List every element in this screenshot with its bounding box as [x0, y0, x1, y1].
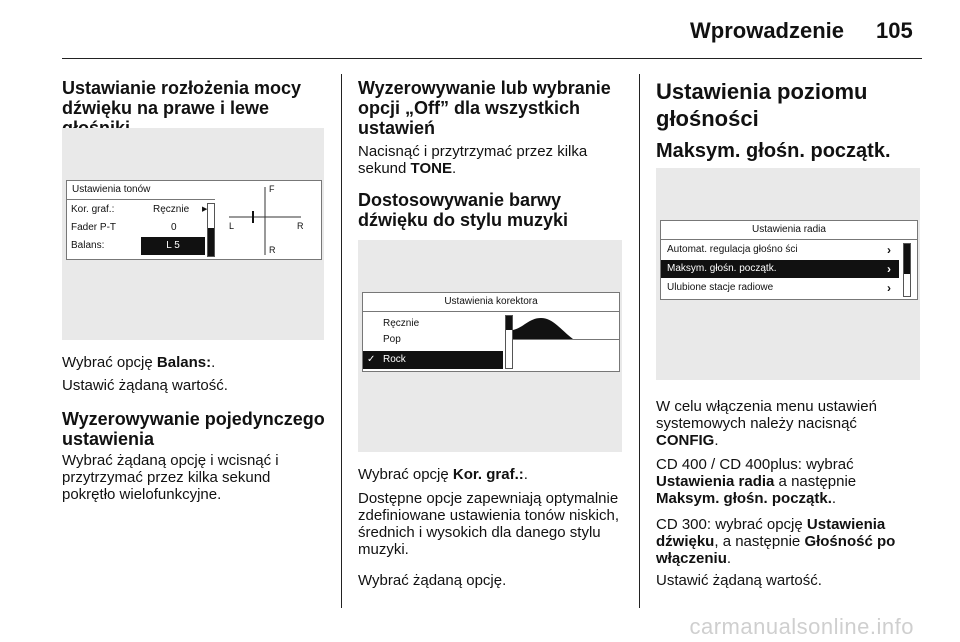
header-divider	[62, 58, 922, 59]
menu-item-selected[interactable]: Maksym. głośn. początk. ›	[661, 260, 899, 278]
equalizer-screen	[362, 292, 620, 372]
subsection-heading: Maksym. głośn. początk.	[656, 140, 891, 162]
radio-settings-screen	[660, 220, 918, 300]
screen-title: Ustawienia korektora	[444, 296, 538, 307]
menu-item[interactable]: Ulubione stacje radiowe ›	[667, 281, 891, 295]
setting-row[interactable]: Kor. graf.: Ręcznie ▶	[67, 201, 215, 219]
watermark: carmanualsonline.info	[689, 614, 914, 639]
page-header-title: Wprowadzenie	[690, 18, 845, 43]
scrollbar[interactable]	[207, 203, 215, 257]
scrollbar[interactable]	[505, 315, 513, 369]
arrow-right-icon: ▶	[202, 206, 208, 213]
paragraph: Wybrać opcję Kor. graf.:.	[358, 466, 528, 483]
screen-title: Ustawienia radia	[752, 224, 826, 235]
paragraph: Wybrać żądaną opcję i wcisnąć i przytrzymać przez kilka sekund pokrętło wielofunkcyjne.	[62, 452, 279, 503]
paragraph: Wybrać opcję Balans:.	[62, 354, 216, 371]
tone-settings-screenshot	[62, 128, 324, 340]
section-heading: Ustawianie rozłożenia mocy dźwięku na prawe i lewe	[62, 78, 302, 118]
paragraph: CD 300: wybrać opcję Ustawienia dźwięku, a następnie Głośność po włączeniu.	[656, 516, 896, 567]
section-heading: Ustawienia poziomu głośności	[656, 79, 868, 131]
setting-row[interactable]: Balans: L 5	[67, 237, 215, 255]
axis-label-rear: R	[269, 245, 276, 255]
paragraph: Wybrać żądaną opcję.	[358, 572, 507, 589]
paragraph: Nacisnąć i przytrzymać przez kilka sekund TONE.	[358, 143, 588, 177]
list-item-selected[interactable]: ✓ Rock	[363, 351, 503, 369]
column-divider	[639, 74, 640, 608]
checkmark-icon: ✓	[367, 354, 376, 365]
menu-item[interactable]: Automat. regulacja głośno ści ›	[667, 243, 891, 257]
page-number: 105	[876, 18, 913, 43]
paragraph: W celu włączenia menu ustawień systemowych należy nacisnąć CONFIG.	[656, 398, 877, 449]
chevron-right-icon: ›	[887, 262, 891, 276]
screen-title: Ustawienia tonów	[72, 184, 151, 195]
paragraph: Dostępne opcje zapewniają optymalnie zdefiniowane ustawienia tonów niskich, średnich i wysokich dla danego stylu muzyki.	[358, 490, 619, 558]
list-item[interactable]: Pop	[383, 334, 401, 345]
setting-row[interactable]: Fader P-T 0	[71, 222, 177, 233]
axis-label-right: R	[297, 221, 304, 231]
chevron-right-icon: ›	[887, 281, 891, 295]
tone-settings-screen	[66, 180, 322, 260]
scrollbar[interactable]	[903, 243, 911, 297]
section-heading: Dostosowywanie barwy dźwięku do stylu muzyki	[358, 190, 569, 230]
paragraph: Ustawić żądaną wartość.	[62, 377, 228, 394]
column-divider	[341, 74, 342, 608]
radio-settings-screenshot	[656, 168, 920, 380]
paragraph: CD 400 / CD 400plus: wybrać Ustawienia radia a następnie Maksym. głośn. początk..	[656, 456, 857, 507]
chevron-right-icon: ›	[887, 243, 891, 257]
paragraph: Ustawić żądaną wartość.	[656, 572, 822, 589]
axis-label-left: L	[229, 221, 235, 231]
equalizer-screenshot	[358, 240, 622, 452]
axis-label-front: F	[269, 184, 275, 194]
section-heading: Wyzerowywanie pojedynczego ustawienia	[62, 409, 325, 449]
section-heading: Wyzerowywanie lub wybranie opcji „Off” dla wszystkich ustawień	[358, 78, 611, 138]
list-item[interactable]: Ręcznie	[383, 318, 420, 329]
equalizer-curve-icon	[513, 312, 619, 340]
